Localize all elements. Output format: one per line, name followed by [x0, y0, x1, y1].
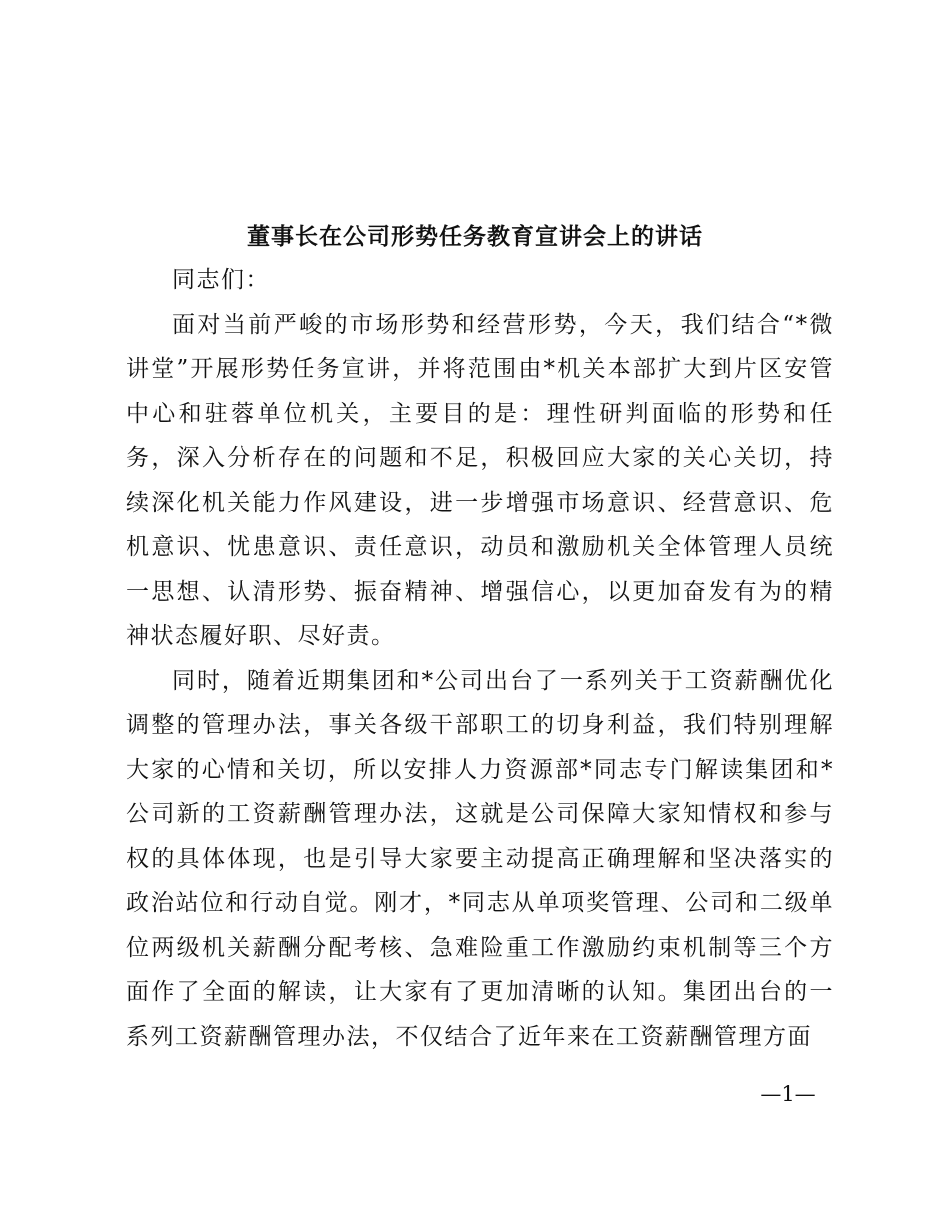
- document-title: 董事长在公司形势任务教育宣讲会上的讲话: [247, 223, 703, 250]
- page-number: —1—: [760, 1082, 816, 1106]
- document-body: [126, 258, 834, 1059]
- paragraph-1: 面对当前严峻的市场形势和经营形势，今天，我们结合“*微讲堂”开展形势任务宣讲，并将范围由*机关本部扩大到片区安管中心和驻蓉单位机关，主要目的是：理性研判面临的形势和任务，深入分析存在的问题和不足，积极回应大家的关心关切，持续深化机关能力作风建设，进一步增强市场意识、经营意识、危机意识、忧患意识、责任意识，动员和激励机关全体管理人员统一思想、认清形势、振奋精神、增强信心，以更加奋发有为的精神状态履好职、尽好责。: [126, 311, 834, 649]
- salutation: 同志们：: [172, 267, 270, 293]
- paragraph-2: 同时，随着近期集团和*公司出台了一系列关于工资薪酬优化调整的管理办法，事关各级干部职工的切身利益，我们特别理解大家的心情和关切，所以安排人力资源部*同志专门解读集团和*公司新的工资薪酬管理办法，这就是公司保障大家知情权和参与权的具体体现，也是引导大家要主动提高正确理解和坚决落实的政治站位和行动自觉。刚才，*同志从单项奖管理、公司和二级单位两级机关薪酬分配考核、急难险重工作激励约束机制等三个方面作了全面的解读，让大家有了更加清晰的认知。集团出台的一系列工资薪酬管理办法，不仅结合了近年来在工资薪酬管理方面: [126, 667, 834, 1050]
